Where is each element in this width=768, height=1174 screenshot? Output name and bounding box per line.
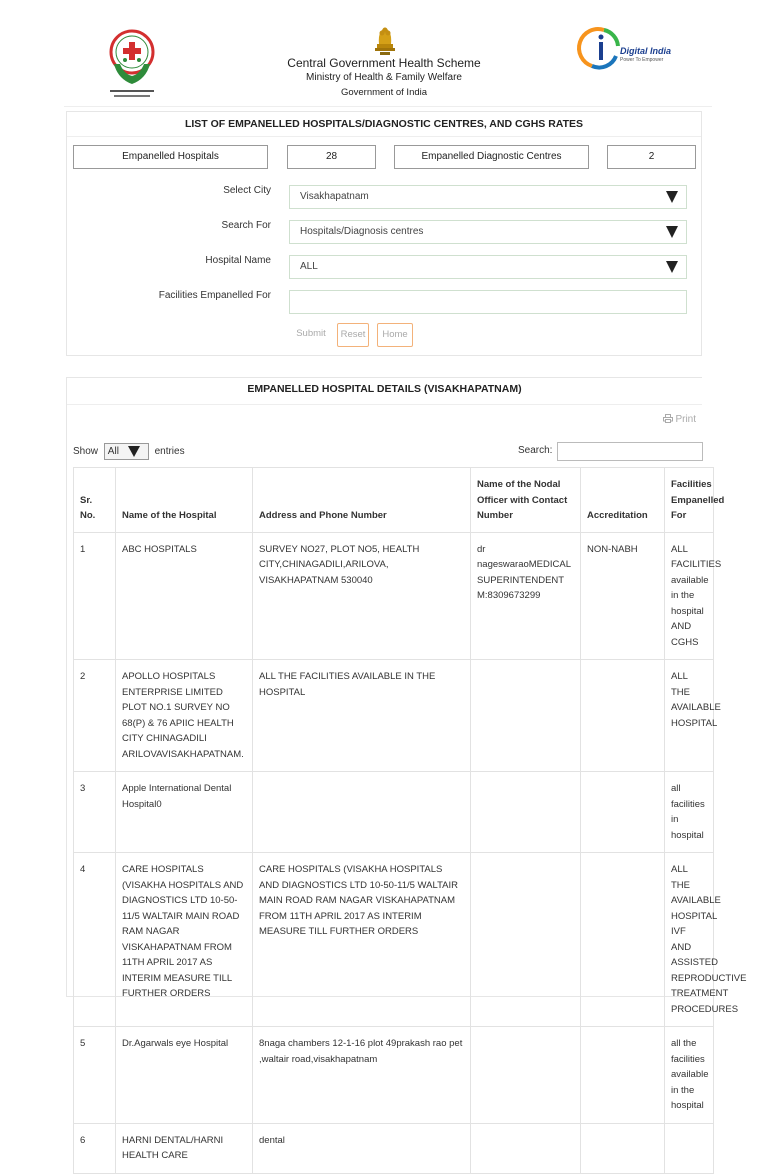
digital-india-tagline: Power To Empower xyxy=(620,57,664,63)
chevron-down-icon xyxy=(666,226,678,238)
table-row xyxy=(74,532,714,660)
cell-accreditation: NON-NABH xyxy=(581,532,665,660)
printer-icon xyxy=(663,414,673,423)
panel-divider xyxy=(67,404,702,405)
cell-nodal xyxy=(471,1123,581,1173)
facilities-label: Facilities Empanelled For xyxy=(158,290,271,301)
panel-divider xyxy=(67,136,701,137)
search-input[interactable] xyxy=(557,442,703,461)
cell-nodal xyxy=(471,772,581,853)
chevron-down-icon xyxy=(666,191,678,203)
col-header-facilities[interactable]: Facilities Empanelled For xyxy=(665,468,714,533)
print-label: Print xyxy=(675,414,696,425)
entries-select-value: All xyxy=(107,446,119,457)
details-panel-title: EMPANELLED HOSPITAL DETAILS (VISAKHAPATNAM) xyxy=(247,383,522,395)
search-panel-title: LIST OF EMPANELLED HOSPITALS/DIAGNOSTIC CENTRES, AND CGHS RATES xyxy=(184,118,584,130)
cell-facilities: ALL THE AVAILABLE HOSPITAL IVF AND ASSISTED REPRODUCTIVE TREATMENT PROCEDURES xyxy=(665,853,714,1027)
reset-button[interactable]: Reset xyxy=(337,323,369,347)
site-header xyxy=(0,0,768,108)
cell-address xyxy=(253,772,471,853)
cell-accreditation xyxy=(581,660,665,772)
cell-facilities: ALL FACILITIES available in the hospital AND CGHS xyxy=(665,532,714,660)
cell-name: Dr.Agarwals eye Hospital xyxy=(116,1027,253,1124)
search-for-value: Hospitals/Diagnosis centres xyxy=(300,226,424,237)
cell-nodal xyxy=(471,660,581,772)
hospital-name-value: ALL xyxy=(300,261,318,272)
cell-sr: 5 xyxy=(74,1027,116,1124)
cell-name: CARE HOSPITALS (VISAKHA HOSPITALS AND DIAGNOSTICS LTD 10-50-11/5 WALTAIR MAIN ROAD RAM NAGAR VISKAHAPATNAM FROM 11TH APRIL 2017 AS INTERIM MEASURE TILL FURTHER ORDERS xyxy=(116,853,253,1027)
digital-india-logo[interactable] xyxy=(582,26,672,72)
table-row xyxy=(74,1123,714,1173)
cell-sr: 3 xyxy=(74,772,116,853)
digital-india-text: Digital India xyxy=(620,46,672,56)
search-panel xyxy=(66,111,702,356)
col-header-nodal[interactable]: Name of the Nodal Officer with Contact Number xyxy=(471,468,581,533)
empanelled-diagnostic-count: 2 xyxy=(607,145,696,169)
cell-nodal xyxy=(471,853,581,1027)
col-header-sr[interactable]: Sr. No. xyxy=(74,468,116,533)
cell-facilities: ALL THE AVAILABLE HOSPITAL xyxy=(665,660,714,772)
table-header-row xyxy=(74,468,714,533)
header-ministry: Ministry of Health & Family Welfare xyxy=(306,72,462,83)
cell-accreditation xyxy=(581,853,665,1027)
empanelled-hospitals-label: Empanelled Hospitals xyxy=(73,145,268,169)
cell-facilities: all the facilities available in the hospital xyxy=(665,1027,714,1124)
cell-address: dental xyxy=(253,1123,471,1173)
cell-facilities: all facilities in hospital xyxy=(665,772,714,853)
cell-name: APOLLO HOSPITALS ENTERPRISE LIMITED PLOT NO.1 SURVEY NO 68(P) & 76 APIIC HEALTH CITY CHINAGADILI ARILOVAVISAKHAPATNAM. xyxy=(116,660,253,772)
cell-sr: 1 xyxy=(74,532,116,660)
show-label: Show xyxy=(73,446,99,458)
select-city-value: Visakhapatnam xyxy=(300,191,369,202)
table-row xyxy=(74,660,714,772)
details-panel xyxy=(66,377,747,1161)
home-button[interactable]: Home xyxy=(377,323,413,347)
cell-nodal: dr nageswaraoMEDICAL SUPERINTENDENT M:8309673299 xyxy=(471,532,581,660)
cell-address: ALL THE FACILITIES AVAILABLE IN THE HOSPITAL xyxy=(253,660,471,772)
cell-name: ABC HOSPITALS xyxy=(116,532,253,660)
cell-accreditation xyxy=(581,1027,665,1124)
cell-address: 8naga chambers 12-1-16 plot 49prakash rao pet ,waltair road,visakhapatnam xyxy=(253,1027,471,1124)
search-label: Search: xyxy=(518,445,553,456)
hospital-table xyxy=(73,467,747,1174)
entries-label: entries xyxy=(154,446,185,458)
header-title: Central Government Health Scheme xyxy=(287,56,481,70)
submit-button[interactable]: Submit xyxy=(296,328,326,339)
table-row xyxy=(74,772,714,853)
chevron-down-icon xyxy=(666,261,678,273)
chevron-down-icon xyxy=(128,446,140,457)
col-header-accreditation[interactable]: Accreditation xyxy=(581,468,665,533)
cell-sr: 2 xyxy=(74,660,116,772)
cell-address: SURVEY NO27, PLOT NO5, HEALTH CITY,CHINAGADILI,ARILOVA, VISAKHAPATNAM 530040 xyxy=(253,532,471,660)
empanelled-hospitals-count: 28 xyxy=(287,145,376,169)
digital-india-icon xyxy=(582,26,622,72)
header-divider xyxy=(64,106,712,107)
select-city-dropdown[interactable] xyxy=(289,185,687,209)
hospital-name-dropdown[interactable] xyxy=(289,255,687,279)
cell-name: HARNI DENTAL/HARNI HEALTH CARE xyxy=(116,1123,253,1173)
table-row xyxy=(74,1027,714,1124)
header-government: Government of India xyxy=(340,87,428,98)
print-button[interactable] xyxy=(663,414,696,425)
col-header-name[interactable]: Name of the Hospital xyxy=(116,468,253,533)
cell-sr: 4 xyxy=(74,853,116,1027)
cell-accreditation xyxy=(581,772,665,853)
facilities-input[interactable] xyxy=(289,290,687,314)
state-emblem-icon xyxy=(371,22,399,58)
search-for-label: Search For xyxy=(221,220,271,231)
search-for-dropdown[interactable] xyxy=(289,220,687,244)
cell-nodal xyxy=(471,1027,581,1124)
entries-select[interactable] xyxy=(104,443,149,460)
hospital-name-label: Hospital Name xyxy=(205,255,271,266)
show-entries xyxy=(73,443,185,460)
col-header-address[interactable]: Address and Phone Number xyxy=(253,468,471,533)
empanelled-diagnostic-label: Empanelled Diagnostic Centres xyxy=(394,145,589,169)
cell-address: CARE HOSPITALS (VISAKHA HOSPITALS AND DIAGNOSTICS LTD 10-50-11/5 WALTAIR MAIN ROAD RAM NAGAR VISKAHAPATNAM FROM 11TH APRIL 2017 AS INTERIM MEASURE TILL FURTHER ORDERS xyxy=(253,853,471,1027)
cell-accreditation xyxy=(581,1123,665,1173)
cell-facilities xyxy=(665,1123,714,1173)
select-city-label: Select City xyxy=(223,185,271,196)
cell-sr: 6 xyxy=(74,1123,116,1173)
table-row xyxy=(74,853,714,1027)
cell-name: Apple International Dental Hospital0 xyxy=(116,772,253,853)
